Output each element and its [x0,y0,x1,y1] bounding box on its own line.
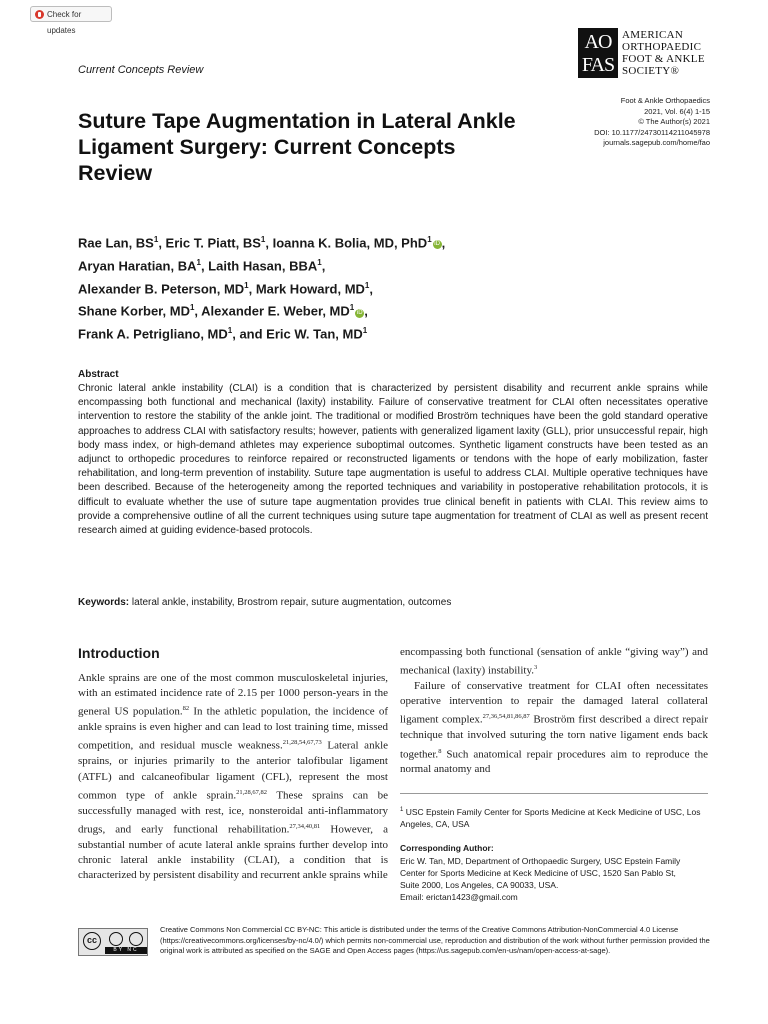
check-updates-icon [35,10,44,19]
body-text: encompassing both functional (sensation of ankle “giving way”) and mechanical (laxity) instability. [400,646,708,677]
affiliation-mark: 1 [427,235,432,244]
license-text: Creative Commons Non Commercial CC BY-NC: This article is distributed under the terms of the Creative Commons Attribution-NonCommercial 4.0 License (https://creativecommons.org/licenses/by-nc/4.0/) which permits non-commercial use, reproduction and distribution of the work without further permission provided the original work is attributed as specified on the SAGE and Open Access pages (https://us.sagepub.com/en-us/nam/open-access-at-sage). [160,925,710,955]
affiliation-mark: 1 [196,257,201,267]
body-text: Broström first described a direct repair technique that involved suturing the torn native ligament ends back together. [400,714,708,761]
keywords-text: lateral ankle, instability, Brostrom repair, suture augmentation, outcomes [131,597,452,608]
affiliation-mark: 1 [260,235,266,244]
logo-text [622,29,705,77]
author: Eric T. Piatt, BS [165,235,261,251]
affiliation-mark: 1 [400,807,404,813]
aofas-logo-mark [578,28,618,78]
logo-text-line: SOCIETY® [622,65,680,77]
author: Rae Lan, BS [78,235,154,251]
logo-text-line: AMERICAN [622,29,684,41]
check-for-updates-button[interactable] [30,6,112,35]
corresponding-author-details [400,855,708,903]
corresponding-email[interactable]: Email: erictan1423@gmail.com [400,892,518,902]
citation[interactable]: 27,34,40,81 [289,822,321,830]
affiliation-mark: 1 [244,280,249,290]
author: Shane Korber, MD [78,303,190,319]
keywords-label: Keywords: [78,597,130,608]
aofas-logo [578,28,718,80]
body-column-right [400,645,708,778]
body-column-left [78,671,388,883]
logo-mark-line2: FAS [581,54,615,76]
journal-info [500,96,710,149]
affiliation-text: USC Epstein Family Center for Sports Medicine at Keck Medicine of USC, Los Angeles, CA, USA [400,806,701,829]
author: Mark Howard, MD [255,280,365,296]
body-text: These sprains can be successfully managed with rest, ice, nonsteroidal anti-inflammatory drugs, and early functional rehabilitation. [78,789,388,836]
affiliation-mark: 1 [362,326,368,336]
attribution-icon [109,932,123,946]
creative-commons-badge[interactable] [78,928,148,956]
affiliation-mark: 1 [189,303,195,313]
logo-text-line: ORTHOPAEDIC [622,41,702,53]
body-paragraph [400,645,708,679]
body-text: Lateral ankle sprains, or injuries primarily to the anterior talofibular ligament (ATFL) and calcaneofibular ligament (CFL), represent the most common type of ankle sprain. [78,740,389,802]
check-updates-label: Check for updates [47,10,82,35]
body-paragraph [400,679,708,778]
journal-name: Foot & Ankle Orthopaedics [620,96,710,105]
journal-url[interactable]: journals.sagepub.com/home/fao [603,138,710,147]
cc-icon: cc [83,932,101,950]
affiliation-mark: 1 [153,235,159,244]
noncommercial-icon [129,932,143,946]
corresponding-line: Suite 2000, Los Angeles, CA 90033, USA. [400,880,559,890]
corresponding-line: Eric W. Tan, MD, Department of Orthopaedic Surgery, USC Epstein Family [400,856,681,866]
author: Laith Hasan, BBA [208,258,318,274]
citation[interactable]: 27,36,54,81,86,87 [482,713,530,721]
section-heading-introduction: Introduction [78,645,160,661]
body-text: In the athletic population, the incidence of ankle sprains is even higher and can lead to lost training time, missed competition, and residual muscle weakness. [78,706,388,753]
abstract-text: Chronic lateral ankle instability (CLAI) is a condition that is characterized by persistent disability and recurrent ankle sprains while encompassing both functional and mechanical (laxity) instability. Failure of conservative treatment for CLAI often necessitates operative intervention to restore the stability of the ankle joint. The traditional or modified Broström techniques have been the gold standard operative approaches to address CLAI with satisfactory results; however, patients with generalized ligament laxity (GLL), prior unsuccessful repair, high body mass index, or high-demand athletes may experience suboptimal outcomes. Synthetic ligament constructs have been tested as an adjunct to orthopedic procedures to reinforce repaired or reconstructed ligaments or tendons with the hope of early mobilization, faster rehabilitation, and long-term prevention of instability. Suture tape augmentation is useful to address CLAI. Multiple operative techniques have been described. Because of the heterogeneity among the reported techniques and variability in postoperative rehabilitation protocols, it is difficult to evaluate whether the use of suture tape augmentation provides true clinical benefit in patients with CLAI. This review aims to provide a comprehensive outline of all the current techniques using suture tape augmentation for treatment of CLAI as well as present recent research aimed at guiding evidence-based protocols. [78,383,708,537]
body-paragraph [78,671,388,883]
body-text: Such anatomical repair procedures aim to reproduce the normal anatomy and [400,748,708,776]
abstract-heading: Abstract [78,369,119,380]
author: Alexander B. Peterson, MD [78,280,245,296]
journal-copyright: © The Author(s) 2021 [638,117,710,126]
author: Frank A. Petrigliano, MD [78,326,228,342]
logo-mark-line1: AO [584,31,612,53]
logo-text-line: FOOT & ANKLE [622,53,705,65]
author: Ioanna K. Bolia, MD, PhD [272,235,428,251]
affiliation-mark: 1 [317,257,322,267]
keywords [78,597,451,608]
journal-doi[interactable]: DOI: 10.1177/24730114211045978 [594,127,710,137]
author: and Eric W. Tan, MD [239,326,363,342]
cc-badge-strip: BY NC [105,947,147,954]
body-text: Failure of conservative treatment for CLAI often necessitates operative intervention to repair the damaged lateral collateral ligament complex. [400,680,708,727]
affiliation-footnote [400,804,708,830]
affiliation-mark: 1 [349,303,355,313]
orcid-icon[interactable]: iD [434,241,440,248]
author: Alexander E. Weber, MD [201,303,350,319]
orcid-icon[interactable]: iD [356,309,363,316]
author-list: Rae Lan, $BS^1$, Eric T. Piatt, $BS^1$, Ioanna K. Bolia, MD, PhD$^1$iD , Aryan Haratian, $BA^1$, Laith Hasan, BBA$^1$, Alexander B. Peterson, $MD^1$, Mark Howard, $MD^1$, Shane Korber, $MD^1$, Alexander E. Weber, $MD^1iD$ , Frank A. Petrigliano, $MD^1$, and Eric W. Tan, $MD^1$ [78,235,446,342]
corresponding-line: Center for Sports Medicine at Keck Medicine of USC, 1520 San Pablo St, [400,868,676,878]
citation[interactable]: 21,28,67,82 [236,788,268,796]
series-label: Current Concepts Review [78,64,204,76]
citation[interactable]: 82 [182,705,190,713]
author: Aryan Haratian, BA [78,258,197,274]
journal-volume: 2021, Vol. 6(4) 1-15 [644,106,710,116]
body-text: Ankle sprains are one of the most common musculoskeletal injuries, with an estimated incidence rate of 2.15 per 1000 person-years in the general US population. [78,672,388,719]
affiliation-mark: 1 [227,326,233,336]
citation[interactable]: 3 [534,664,538,672]
citation[interactable]: 21,28,54,67,73 [282,739,322,747]
affiliation-mark: 1 [364,280,370,290]
body-text: However, a substantial number of acute lateral ankle sprains further develop into chronic lateral ankle instability (CLAI), a condition that is characterized by persistent disability and recurrent ankle sprains while [78,823,388,882]
citation[interactable]: 8 [438,747,442,755]
article-title: Suture Tape Augmentation in Lateral Ankle Ligament Surgery: Current Concepts Review [78,109,516,185]
footnote-divider [400,793,708,794]
corresponding-author-heading: Corresponding Author: [400,843,494,853]
